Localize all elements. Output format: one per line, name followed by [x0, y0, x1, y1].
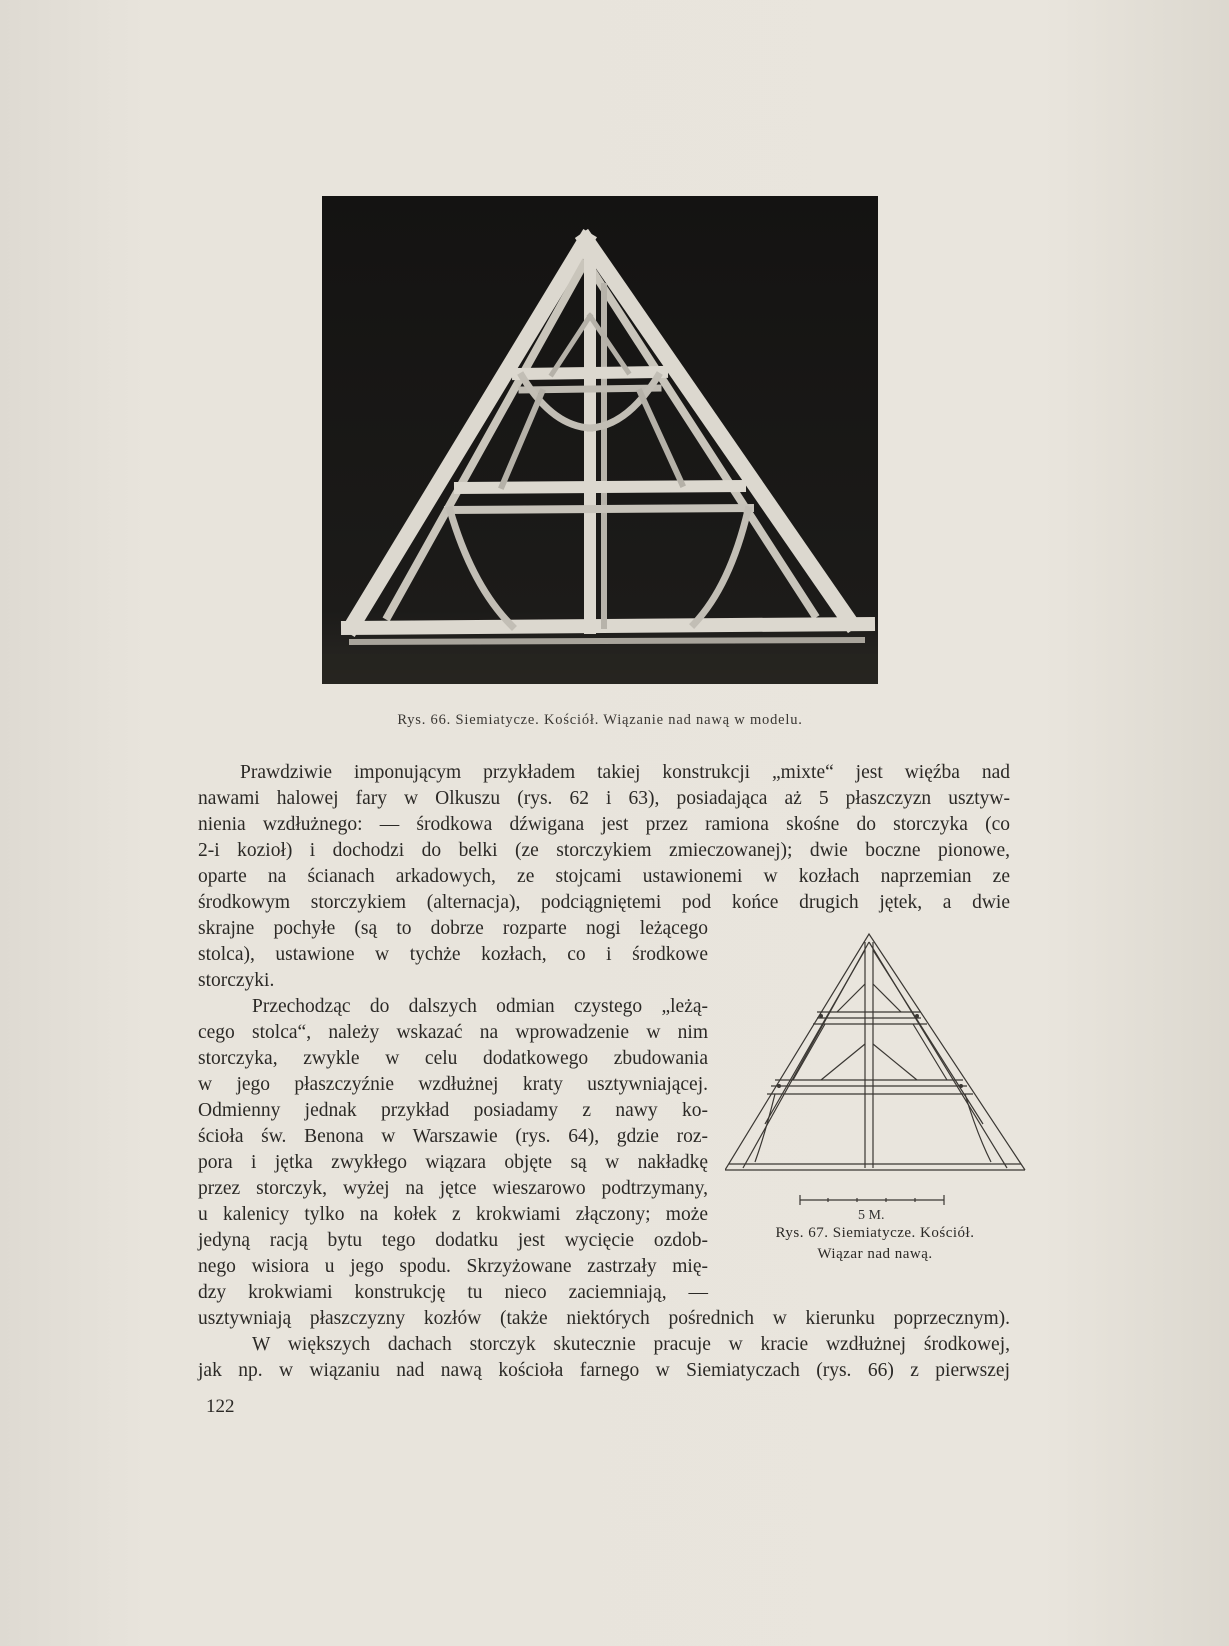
figure-67-drawing — [725, 924, 1031, 1174]
text-line: storczyki. — [198, 970, 275, 991]
text-line: jedyną racją bytu tego dodatku jest wycięcie ozdob- — [198, 1230, 708, 1251]
page-number: 122 — [206, 1396, 235, 1417]
text-line: nienia wzdłużnego: — środkowa dźwigana jest przez ramiona skośne do storczyka (co — [198, 814, 1010, 835]
figure-67-caption-line1: Rys. 67. Siemiatycze. Kościół. — [775, 1225, 975, 1241]
text-line: Prawdziwie imponującym przykładem takiej konstrukcji „mixte“ jest więźba nad — [240, 762, 1010, 783]
scale-label: 5 M. — [858, 1208, 885, 1223]
figure-67-caption-line2: Wiązar nad nawą. — [817, 1246, 933, 1262]
text-line: ścioła św. Benona w Warszawie (rys. 64), gdzie roz- — [198, 1126, 708, 1147]
text-line: nego wisiora u jego spodu. Skrzyżowane zastrzały mię- — [198, 1256, 708, 1277]
text-line: nawami halowej fary w Olkuszu (rys. 62 i 63), posiadająca aż 5 płaszczyzn usztyw- — [198, 788, 1010, 809]
text-line: Odmienny jednak przykład posiadamy z nawy ko- — [198, 1100, 708, 1121]
text-line: skrajne pochyłe (są to dobrze rozparte nogi leżącego — [198, 918, 708, 939]
text-line: przez storczyk, wyżej na jętce wieszarowo podtrzymany, — [198, 1178, 708, 1199]
truss-model-image — [322, 196, 878, 684]
text-line: Przechodząc do dalszych odmian czystego „leżą- — [252, 996, 708, 1017]
text-line: jak np. w wiązaniu nad nawą kościoła farnego w Siemiatyczach (rys. 66) z pierwszej — [198, 1360, 1010, 1381]
text-line: 2-i kozioł) i dochodzi do belki (ze storczykiem zmieczowanej); dwie boczne pionowe, — [198, 840, 1010, 861]
text-line: usztywniają płaszczyzny kozłów (także niektórych pośrednich w kierunku poprzecznym). — [198, 1308, 1010, 1329]
figure-66-photo — [322, 196, 878, 684]
text-line: stolca), ustawione w tychże kozłach, co i środkowe — [198, 944, 708, 965]
text-line: storczyka, zwykle w celu dodatkowego zbudowania — [198, 1048, 708, 1069]
text-line: oparte na ścianach arkadowych, ze stojcami ustawionemi w kozłach naprzemian ze — [198, 866, 1010, 887]
figure-66-caption: Rys. 66. Siemiatycze. Kościół. Wiązanie nad nawą w modelu. — [397, 712, 803, 728]
text-line: u kalenicy tylko na kołek z krokwiami złączony; może — [198, 1204, 708, 1225]
truss-line-drawing — [725, 924, 1031, 1174]
text-line: cego stolca“, należy wskazać na wprowadzenie w nim — [198, 1022, 708, 1043]
scale-bar — [798, 1194, 946, 1206]
text-line: dzy krokwiami konstrukcję tu nieco zaciemniają, — — [198, 1282, 708, 1303]
text-line: środkowym storczykiem (alternacja), podciągniętemi pod końce drugich jętek, a dwie — [198, 892, 1010, 913]
text-line: pora i jętka zwykłego wiązara objęte są w nakładkę — [198, 1152, 708, 1173]
text-line: W większych dachach storczyk skutecznie pracuje w kracie wzdłużnej środkowej, — [252, 1334, 1010, 1355]
text-line: w jego płaszczyźnie wzdłużnej kraty usztywniającej. — [198, 1074, 708, 1095]
